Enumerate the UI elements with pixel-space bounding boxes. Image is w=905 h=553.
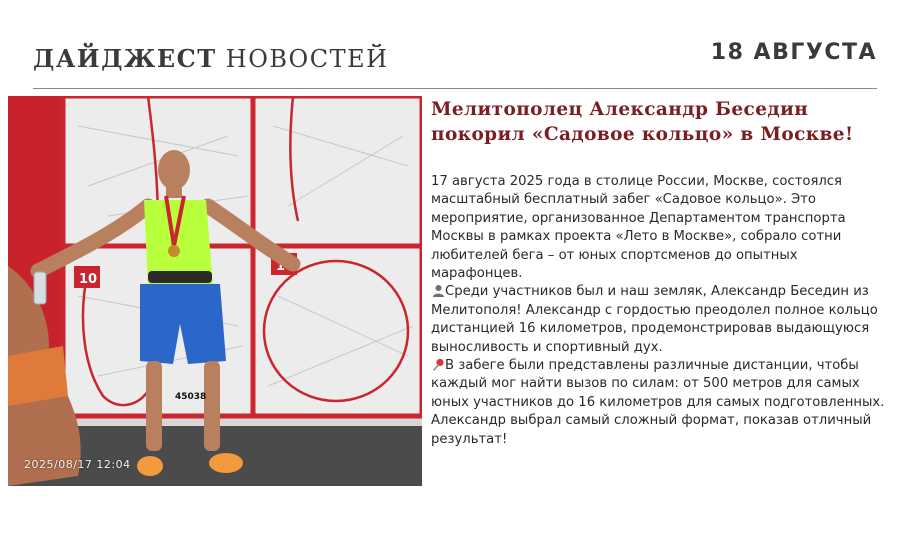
runner-photo <box>8 96 422 486</box>
digest-title-rest: НОВОСТЕЙ <box>225 45 389 73</box>
digest-title <box>33 44 389 73</box>
article-body <box>431 173 886 449</box>
distance-marker-1: 10 <box>79 272 98 287</box>
article-paragraph-2 <box>431 283 886 357</box>
article-paragraph-2-text: Среди участников был и наш земляк, Александр Беседин из Мелитополя! Александр с гордостью преодолел полное кольцо дистанцией 16 километров, продемонстрировав выдающуюся выносливость и спортивный дух. <box>431 284 878 355</box>
bib-number: 45038 <box>175 392 207 402</box>
header-divider <box>33 88 877 89</box>
article-paragraph-3-text: В забеге были представлены различные дистанции, чтобы каждый мог найти вызов по силам: от 500 метров для самых юных участников до 16 километров для самых подготовленных. Александр выбрал самый сложный формат, показав отличный результат! <box>431 358 885 447</box>
digest-title-bold: ДАЙДЖЕСТ <box>33 44 217 73</box>
issue-date: 18 АВГУСТА <box>710 40 877 65</box>
article-headline: Мелитополец Александр Беседин покорил «Садовое кольцо» в Москве! <box>431 99 854 145</box>
article-paragraph-1: 17 августа 2025 года в столице России, Москве, состоялся масштабный бесплатный забег «Садовое кольцо». Это мероприятие, организованное Департаментом транспорта Москвы в рамках проекта «Лето в Москве», собрало сотни любителей бега – от юных спортсменов до опытных марафонцев. <box>431 174 846 282</box>
pushpin-icon <box>431 357 445 375</box>
person-silhouette-icon <box>431 283 445 301</box>
distance-marker-2: 10 <box>276 259 295 274</box>
article-paragraph-3 <box>431 357 886 449</box>
photo-timestamp: 2025/08/17 12:04 <box>24 458 131 471</box>
